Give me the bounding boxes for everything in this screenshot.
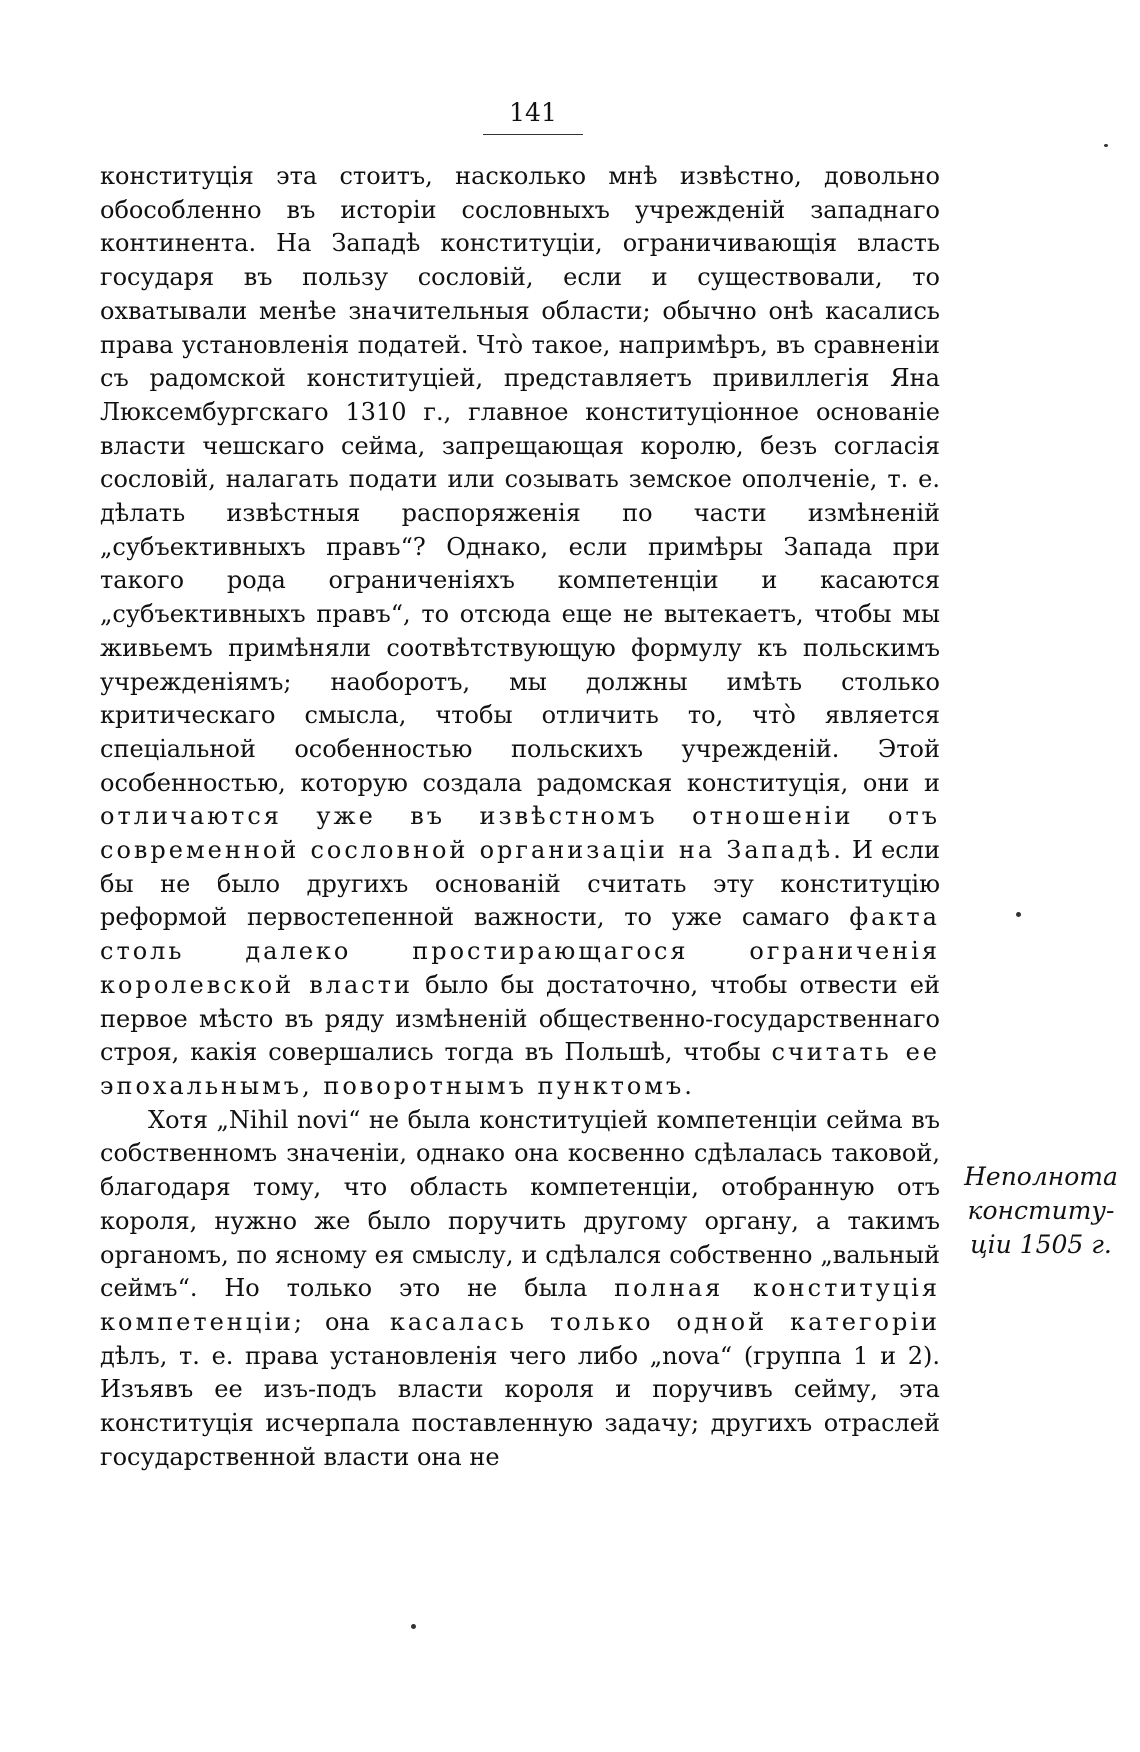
margin-note-line-1: Неполнота [964, 1162, 1118, 1191]
paragraph-2 [100, 1104, 940, 1475]
page-number-rule [483, 134, 583, 135]
paragraph-2-spaced-b: касалась только одной категоріи [389, 1307, 940, 1336]
paragraph-1-text-b: И если бы не было другихъ основаній считать эту конституцію реформой первостепенной важности, то уже самаго [100, 836, 940, 932]
margin-note-line-2: конститу- [967, 1196, 1115, 1225]
print-speck [411, 1624, 416, 1629]
paragraph-1-text-c: было бы достаточно, чтобы отвести ей первое мѣсто въ ряду измѣненій общественно-государственнаго строя, какія совершались тогда въ Польшѣ, чтобы [100, 970, 940, 1067]
margin-note-line-3: ціи 1505 г. [970, 1230, 1112, 1259]
body-text [100, 160, 940, 1474]
page-number: 141 [509, 98, 557, 127]
margin-note [948, 1160, 1134, 1262]
paragraph-2-text-a: Хотя „Nihil novi“ не была конституціей компетенціи сейма въ собственномъ значеніи, однако она косвенно сдѣлалась таковой, благодаря тому, что область компетенціи, отобранную отъ короля, нужно же было поручить другому органу, а такимъ органомъ, по ясному ея смыслу, и сдѣлался собственно „вальный сеймъ“. Но только это не была [100, 1105, 940, 1303]
paragraph-2-spaced-a: полная конституція компетенціи; [100, 1274, 940, 1336]
paragraph-1-spaced-c: считать ее эпохальнымъ, поворотнымъ пунктомъ. [100, 1038, 940, 1100]
print-speck [1104, 144, 1108, 147]
paragraph-2-text-b: она [325, 1307, 370, 1336]
paragraph-1 [100, 160, 940, 1104]
paragraph-1-spaced-a: отличаются уже въ извѣстномъ отношеніи отъ современной сословной организаціи на Западѣ. [100, 802, 940, 865]
paragraph-1-text-a: конституція эта стоитъ, насколько мнѣ извѣстно, довольно обособленно въ исторіи сословныхъ учрежденій западнаго континента. На Западѣ конституціи, ограничивающія власть государя въ пользу сословій, если и существовали, то охватывали менѣе значительныя области; обычно онѣ касались права установленія податей. Чтò такое, напримѣръ, въ сравненіи съ радомской конституціей, представляетъ привиллегія Яна Люксембургскаго 1310 г., главное конституціонное основаніе власти чешскаго сейма, запрещающая королю, безъ согласія сословій, налагать подати или созывать земское ополченіе, т. е. дѣлать извѣстныя распоряженія по части измѣненій „субъективныхъ правъ“? Однако, если примѣры Запада при такого рода ограниченіяхъ компетенціи и касаются „субъективныхъ правъ“, то отсюда еще не вытекаетъ, чтобы мы живьемъ примѣняли соотвѣтствующую формулу къ польскимъ учрежденіямъ; наоборотъ, мы должны имѣть столько критическаго смысла, чтобы отличить то, чтò является спеціальной особенностью польскихъ учрежденій. Этой особенностью, которую создала радомская конституція, они и [100, 162, 940, 797]
paragraph-1-spaced-b: факта столь далеко простирающагося ограниченія королевской власти [100, 903, 940, 999]
paragraph-2-text-c: дѣлъ, т. е. права установленія чего либо „nova“ (группа 1 и 2). Изъявъ ее изъ-подъ власти короля и поручивъ сейму, эта конституція исчерпала поставленную задачу; другихъ отраслей государственной власти она не [100, 1341, 940, 1471]
print-speck [1016, 912, 1021, 917]
